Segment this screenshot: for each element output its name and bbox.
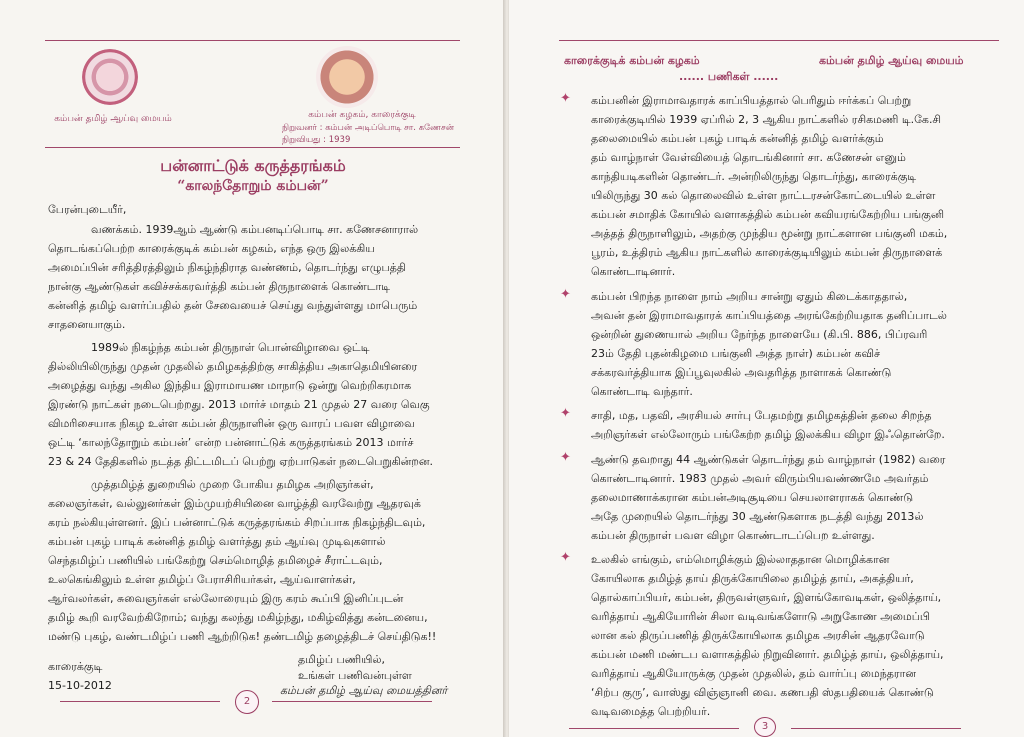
body-line: ஒட்டி ‘காலந்தோறும் கம்பன்’ என்ற பன்னாட்டுக் கருத்தரங்கம் 2013 மார்ச் — [48, 436, 414, 449]
header-right: கம்பன் தமிழ் ஆய்வு மையம் — [819, 54, 964, 67]
body-line: வணக்கம். 1939ஆம் ஆண்டு கம்பனடிப்பொடி சா. கணேசனாரால் — [91, 223, 419, 236]
body-line: தொடங்கப்பெற்ற காரைக்குடிக் கம்பன் கழகம், எந்த ஒரு இலக்கிய — [48, 242, 375, 255]
para-line: கம்பனின் இராமாவதாரக் காப்பியத்தால் பெரிதும் ஈர்க்கப் பெற்று — [591, 94, 912, 107]
right-page — [509, 0, 1024, 737]
para-line: லான கல் திருப்பணித் திருக்கோயிலாக தமிழக அரசின் ஆதரவோடு — [591, 629, 925, 642]
body-line: செந்தமிழ்ப் பணியில் பங்கேற்று செம்மொழித் தமிழைச் சீராட்டவும், — [48, 554, 383, 567]
para-line: கோயிலாக தமிழ்த் தாய் திருக்கோயிலை தமிழ்த் தாய், அகத்தியர், — [591, 572, 914, 585]
founder-line: நிறுவனர் : கம்பன் அடிப்பொடி சா. கணேசன் — [282, 123, 454, 133]
page-title: பன்னாட்டுக் கருத்தரங்கம் — [160, 156, 346, 175]
kamban-portrait-seal-icon — [316, 46, 378, 108]
left-page — [0, 0, 506, 737]
para-line: அத்தத் திருநாளிலும், அதற்கு முந்திய மூன்று நாட்களான பங்குனி மகம், — [591, 227, 948, 240]
para-line: பூரம், உத்திரம் ஆகிய நாட்களில் காரைக்குடியிலும் கம்பன் திருநாளைக் — [591, 246, 943, 259]
body-line: கம்பன் புகழ் பாடிக் கன்னித் தமிழ் வளர்த்து தம் ஆய்வு முடிவுகளால் — [48, 535, 386, 548]
body-line: 1989ல் நிகழ்ந்த கம்பன் திருநாள் பொன்விழாவை ஒட்டி — [91, 341, 370, 354]
body-line: கரம் நல்கியுள்ளனர். இப் பன்னாட்டுக் கருத்தரங்கம் சிறப்பாக நிகழ்ந்திடவும், — [48, 516, 426, 529]
top-rule — [45, 40, 460, 41]
para-line: ஆண்டு தவறாது 44 ஆண்டுகள் தொடர்ந்து தம் வாழ்நாள் (1982) வரை — [591, 453, 946, 466]
bullet-star-icon: ✦ — [560, 91, 571, 106]
para-line: தலைமாணாக்கரான கம்பன்அடிசூடியை செயலாளராகக் கொண்டு — [591, 491, 914, 504]
para-line: கம்பன் பிறந்த நாளை நாம் அறிய சான்று ஏதும் கிடைக்காததால், — [591, 290, 908, 303]
bullet-star-icon: ✦ — [560, 450, 571, 465]
para-line: வரித்தாய் ஆகியோரின் சிலா வடிவங்களோடு அறுகோண அமைப்பி — [591, 610, 930, 623]
header-center: ...... பணிகள் ...... — [679, 70, 779, 83]
body-line: ஆர்வலர்கள், சுவைஞர்கள் எல்லோரையும் இரு கரம் கூப்பி இனிப்புடன் — [48, 592, 404, 605]
bullet-star-icon: ✦ — [560, 550, 571, 565]
para-line: ‘சிற்ப குரு’, வாஸ்து விஞ்ஞானி வை. கணபதி ஸ்தபதியைக் கொண்டு — [591, 686, 934, 699]
header-rule — [45, 147, 460, 148]
top-rule — [559, 40, 999, 41]
body-line: கலைஞர்கள், வல்லுனர்கள் இம்முயற்சியினை வாழ்த்தி வரவேற்று ஆதரவுக் — [48, 497, 421, 510]
body-line: தில்லியிலிருந்து முதன் முதலில் தமிழகத்திற்கு சாகித்திய அகாதெமியினரை — [48, 360, 418, 373]
para-line: கொண்டாடினார். — [591, 265, 676, 278]
body-line: மண்டு புகழ், வண்டமிழ்ப் பணி ஆற்றிடுக! தண்டமிழ் தழைத்திடச் செய்திடுக!! — [48, 630, 437, 643]
para-line: கம்பன் சமாதிக் கோயில் வளாகத்தில் கம்பன் கவியரங்கேற்றிய பங்குனி — [591, 208, 944, 221]
para-line: ஒன்றின் துணையால் அறிய நேர்ந்த நாளையே (கி.பி. 886, பிப்ரவரி — [591, 328, 928, 341]
bullet-star-icon: ✦ — [560, 287, 571, 302]
para-line: யிலிருந்து 30 கல் தொலைவில் உள்ள நாட்டரசன்கோட்டையில் உள்ள — [591, 189, 936, 202]
body-line: இரண்டு நாட்கள் நடைபெற்றது. 2013 மார்ச் மாதம் 21 முதல் 27 வரை வெகு — [48, 398, 430, 411]
org-name-right: கம்பன் கழகம், காரைக்குடி — [308, 110, 416, 120]
date: 15-10-2012 — [48, 679, 112, 692]
body-line: 23 & 24 தேதிகளில் நடத்த திட்டமிடப் பெற்று ஏற்பாடுகள் நடைபெறுகின்றன. — [48, 455, 433, 468]
place: காரைக்குடி — [48, 660, 103, 673]
founded-line: நிறுவியது : 1939 — [282, 135, 351, 145]
para-line: கொண்டாடி வந்தார். — [591, 385, 693, 398]
org-name-left: கம்பன் தமிழ் ஆய்வு மையம் — [54, 114, 172, 124]
para-line: கொண்டாடினார். 1983 முதல் அவர் விரும்பியவண்ணமே அவர்தம் — [591, 472, 929, 485]
signature: கம்பன் தமிழ் ஆய்வு மையத்தினர் — [280, 684, 448, 697]
body-line: அழைத்து வந்து அகில இந்திய இராமாயண மாநாடு ஒன்று வெற்றிகரமாக — [48, 379, 412, 392]
para-line: காந்தியடிகளின் தொண்டர். அன்றிலிருந்து தொடர்ந்து, காரைக்குடி — [591, 170, 917, 183]
para-line: வடிவமைத்த பெற்றியர். — [591, 705, 711, 718]
body-line: சாதனையாகும். — [48, 318, 126, 331]
header-left: காரைக்குடிக் கம்பன் கழகம் — [564, 54, 700, 67]
para-line: அவன் தன் இராமாவதாரக் காப்பியத்தை அரங்கேற்றியதாக தனிப்பாடல் — [591, 309, 947, 322]
page-number: 2 — [235, 690, 259, 714]
body-line: கன்னித் தமிழ் வளர்ப்பதில் தன் சேவையைச் செய்து வந்துள்ளது மாபெரும் — [48, 299, 418, 312]
para-line: காரைக்குடியில் 1939 ஏப்ரில் 2, 3 ஆகிய நாட்களில் ரசிகமணி டி.கே.சி — [591, 113, 942, 126]
para-line: கம்பன் திருநாள் பவள விழா கொண்டாடப்பெற உள்ளது. — [591, 529, 875, 542]
para-line: உலகில் எங்கும், எம்மொழிக்கும் இல்லாததான மொழிக்கான — [591, 553, 890, 566]
kamban-research-centre-logo-icon — [82, 49, 138, 105]
body-line: அமைப்பின் சரித்திரத்திலும் நிகழ்ந்திராத வண்ணம், தொடர்ந்து எழுபத்தி — [48, 261, 406, 274]
closing-line-2: உங்கள் பணிவன்புள்ள — [298, 669, 412, 682]
footer-rule-right — [272, 701, 432, 702]
para-line: 23ம் தேதி புதன்கிழமை பங்குனி அத்த நாள்) கம்பன் கவிச் — [591, 347, 881, 360]
para-line: தொல்காப்பியர், கம்பன், திருவள்ளுவர், இளங்கோவடிகள், ஒலித்தாய், — [591, 591, 942, 604]
body-line: உலகெங்கிலும் உள்ள தமிழ்ப் பேராசிரியர்கள், ஆய்வாளர்கள், — [48, 573, 356, 586]
page-subtitle: “காலந்தோறும் கம்பன்” — [177, 178, 329, 194]
salutation: பேரன்புடையீர், — [48, 203, 127, 216]
footer-rule-left — [569, 728, 739, 729]
body-line: முத்தமிழ்த் துறையில் முறை போகிய தமிழக அறிஞர்கள், — [91, 478, 374, 491]
para-line: சாதி, மத, பதவி, அரசியல் சார்பு பேதமற்று தமிழகத்தின் தலை சிறந்த — [591, 409, 932, 422]
para-line: சக்கரவர்த்தியாக இப்பூவுலகில் அவதரித்த நாளாகக் கொண்டு — [591, 366, 892, 379]
para-line: கம்பன் மணி மண்டப வளாகத்தில் நிறுவினார். தமிழ்த் தாய், ஒலித்தாய், — [591, 648, 944, 661]
body-line: விமரிசையாக நிகழ உள்ள கம்பன் திருநாளின் ஒரு வாரப் பவள விழாவை — [48, 417, 415, 430]
page-number: 3 — [754, 717, 776, 737]
footer-rule-right — [791, 728, 961, 729]
body-line: நான்கு ஆண்டுகள் கவிச்சக்கரவர்த்தி கம்பன் திருநாளைக் கொண்டாடி — [48, 280, 391, 293]
para-line: வரித்தாய் ஆகியோருக்கு முதன் முதலில், தம் வார்ப்பு மைந்தரான — [591, 667, 917, 680]
para-line: தம் வாழ்நாள் வேள்வியைத் தொடங்கினார் சா. கணேசன் எனும் — [591, 151, 906, 164]
body-line: தமிழ் கூறி வரவேற்கிறோம்; வந்து கலந்து மகிழ்ந்து, மகிழ்வித்து கன்டனைய, — [48, 611, 428, 624]
para-line: தலைமையில் கம்பன் புகழ் பாடிக் கன்னித் தமிழ் வளர்க்கும் — [591, 132, 884, 145]
para-line: அதே முறையில் தொடர்ந்து 30 ஆண்டுகளாக நடத்தி வந்து 2013ல் — [591, 510, 924, 523]
bullet-star-icon: ✦ — [560, 406, 571, 421]
closing-line-1: தமிழ்ப் பணியில், — [298, 653, 385, 666]
para-line: அறிஞர்கள் எல்லோரும் பங்கேற்ற தமிழ் இலக்கிய விழா இஃதொன்றே. — [591, 428, 945, 441]
footer-rule-left — [60, 701, 220, 702]
